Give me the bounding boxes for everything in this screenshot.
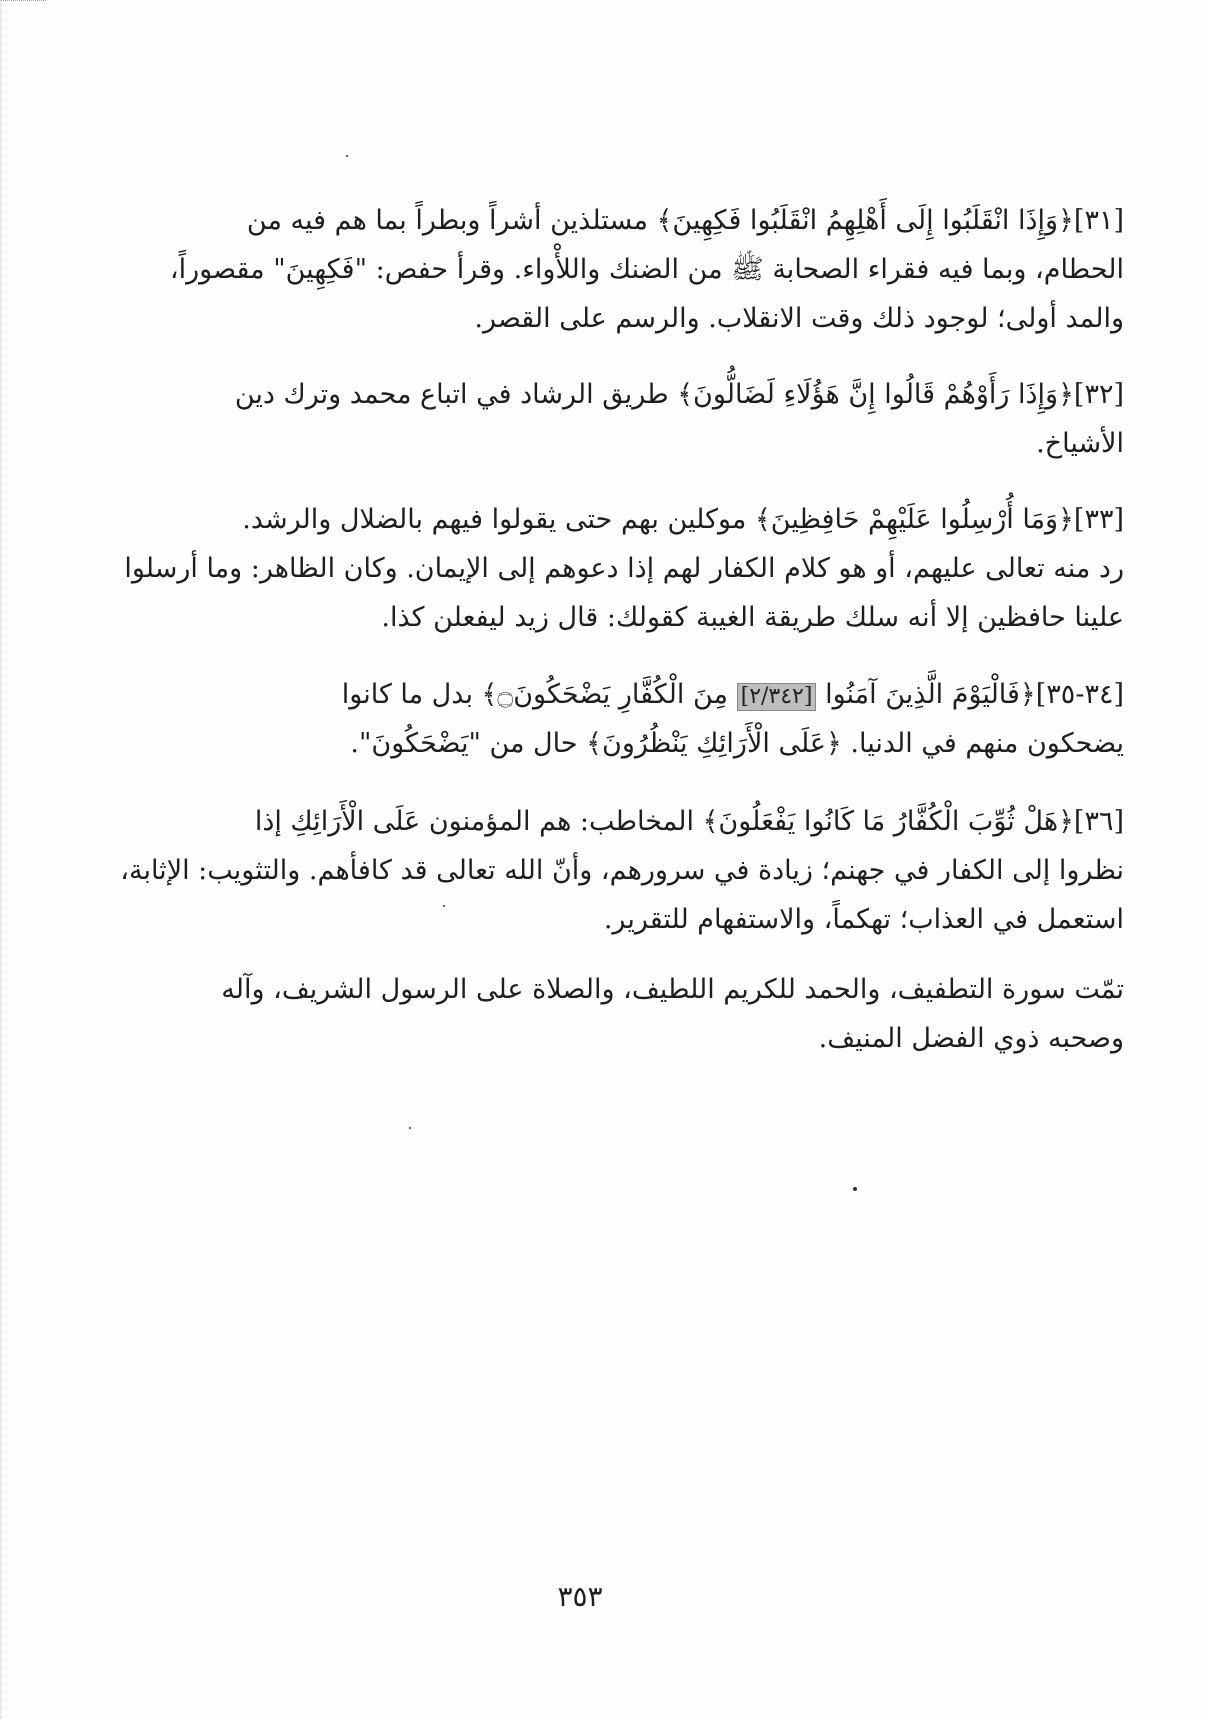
verse-text: [٣٤-٣٥]﴿فَالْيَوْمَ الَّذِينَ آمَنُوا bbox=[825, 679, 1124, 710]
text-line: [٣٣]﴿وَمَا أُرْسِلُوا عَلَيْهِمْ حَافِظِينَ﴾ موكلين بهم حتى يقولوا فيهم بالضلال والرشد. bbox=[242, 504, 1124, 535]
text-line: وصحبه ذوي الفضل المنيف. bbox=[818, 1023, 1124, 1054]
scan-speck bbox=[853, 1187, 857, 1191]
scan-speck bbox=[409, 1127, 411, 1129]
verse-text: مِنَ الْكُفَّارِ يَضْحَكُونَ۝﴾ بدل ما كانوا bbox=[341, 679, 728, 710]
paragraph-verse-33 bbox=[104, 495, 1124, 642]
text-line: [٣٢]﴿وَإِذَا رَأَوْهُمْ قَالُوا إِنَّ هَؤُلَاءِ لَضَالُّونَ﴾ طريق الرشاد في اتباع محمد وترك دين bbox=[234, 379, 1124, 410]
scan-edge-line bbox=[0, 0, 3, 1719]
text-line: يضحكون منهم في الدنيا. ﴿عَلَى الْأَرَائِكِ يَنْظُرُونَ﴾ حال من "يَضْحَكُونَ". bbox=[350, 728, 1124, 759]
text-line: علينا حافظين إلا أنه سلك طريقة الغيبة كقولك: قال زيد ليفعلن كذا. bbox=[381, 602, 1124, 633]
text-line: رد منه تعالى عليهم، أو هو كلام الكفار لهم إذا دعوهم إلى الإيمان. وكان الظاهر: وما أرسلوا bbox=[124, 553, 1124, 584]
paragraph-verse-34-35 bbox=[104, 670, 1124, 768]
scan-speck bbox=[443, 905, 445, 907]
text-line: [٣١]﴿وَإِذَا انْقَلَبُوا إِلَى أَهْلِهِمُ انْقَلَبُوا فَكِهِينَ﴾ مستلذين أشراً وبطراً بما هم فيه من bbox=[246, 205, 1124, 236]
paragraph-closing bbox=[104, 965, 1124, 1063]
paragraph-verse-36 bbox=[104, 797, 1124, 944]
text-line: تمّت سورة التطفيف، والحمد للكريم اللطيف، والصلاة على الرسول الشريف، وآله bbox=[221, 974, 1124, 1005]
scan-edge-mark bbox=[0, 0, 46, 3]
page-number: ٣٥٣ bbox=[557, 1580, 603, 1613]
paragraph-verse-32 bbox=[104, 370, 1124, 468]
volume-page-stamp: [٢/٣٤٢] bbox=[737, 683, 817, 711]
paragraph-verse-31 bbox=[104, 196, 1124, 343]
text-line: الحطام، وبما فيه فقراء الصحابة ﷺ من الضنك واللأْواء. وقرأ حفص: "فَكِهِينَ" مقصوراً، bbox=[169, 254, 1124, 285]
text-line: نظروا إلى الكفار في جهنم؛ زيادة في سرورهم، وأنّ الله تعالى قد كافأهم. والتثويب: الإثابة، bbox=[120, 855, 1124, 886]
text-line: والمد أولى؛ لوجود ذلك وقت الانقلاب. والرسم على القصر. bbox=[474, 303, 1124, 334]
text-line: [٣٦]﴿هَلْ ثُوِّبَ الْكُفَّارُ مَا كَانُوا يَفْعَلُونَ﴾ المخاطب: هم المؤمنون عَلَى الْأَرَائِكِ إذا bbox=[254, 806, 1124, 837]
text-line: الأشياخ. bbox=[1036, 428, 1124, 459]
text-line: استعمل في العذاب؛ تهكماً، والاستفهام للتقرير. bbox=[603, 904, 1124, 935]
text-line bbox=[104, 670, 1124, 719]
scan-speck bbox=[346, 155, 348, 157]
